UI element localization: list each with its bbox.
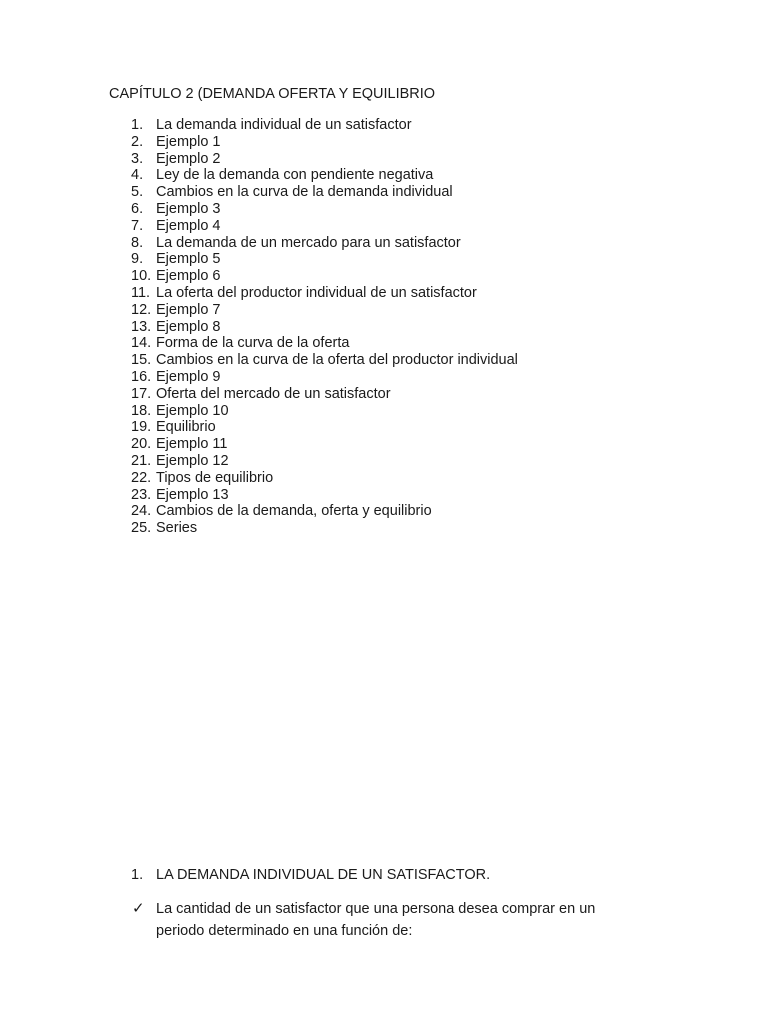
toc-item-number: 13. [131,318,152,335]
page-title: CAPÍTULO 2 (DEMANDA OFERTA Y EQUILIBRIO [109,86,436,102]
toc-item-number: 15. [131,352,152,369]
checklist-item-text: La cantidad de un satisfactor que una persona desea comprar en un periodo determinado en una función de: [156,901,596,939]
toc-item-label: Ejemplo 7 [156,301,221,318]
section-number: 1. [131,867,144,883]
toc-item-number: 11. [131,284,151,301]
toc-item-number: 2. [131,133,144,150]
toc-item-label: La demanda individual de un satisfactor [156,117,412,133]
toc-item-label: Ejemplo 2 [156,150,221,167]
toc-item-number: 5. [131,184,144,201]
toc-item-label: Forma de la curva de la oferta [156,335,350,352]
toc-item-number: 22. [131,469,152,486]
toc-item-number: 10. [131,268,152,285]
toc-item-number: 12. [131,301,152,318]
toc-item-label: Ejemplo 4 [156,217,221,234]
checklist-item [0,898,768,942]
toc-item-number: 23. [131,486,152,503]
toc-item-label: Ejemplo 10 [156,402,229,419]
toc-item-number: 9. [131,251,144,268]
toc-item-label: Cambios de la demanda, oferta y equilibrio [156,503,432,520]
toc-item-label: Ejemplo 11 [156,436,228,453]
toc-item-label: Oferta del mercado de un satisfactor [156,385,391,402]
toc-item-label: Ejemplo 8 [156,318,221,335]
toc-item-label: Equilibrio [156,419,216,436]
check-icon: ✓ [132,900,145,917]
toc-item-label: Ley de la demanda con pendiente negativa [156,167,434,184]
toc-item-label: Cambios en la curva de la oferta del productor individual [156,352,518,369]
toc-item-label: La demanda de un mercado para un satisfactor [156,234,461,251]
toc-item-number: 4. [131,167,144,184]
toc-item-number: 14. [131,335,152,352]
toc-item-number: 3. [131,150,144,167]
toc-item-label: Cambios en la curva de la demanda individual [156,184,453,201]
toc-item-label: Ejemplo 13 [156,486,229,503]
toc-item-number: 24. [131,503,152,520]
toc-item-label: La oferta del productor individual de un satisfactor [156,284,477,301]
toc-item-number: 17. [131,385,152,402]
toc-item-number: 7. [131,217,144,234]
toc-item-number: 19. [131,419,152,436]
toc-item-label: Ejemplo 1 [156,133,221,150]
toc-item-number: 1. [131,117,144,133]
toc-item-number: 20. [131,436,152,453]
toc-item-number: 21. [131,452,152,469]
toc-item-number: 8. [131,234,144,251]
toc-item-label: Ejemplo 12 [156,452,229,469]
toc-item-label: Ejemplo 9 [156,368,221,385]
toc-item-label: Ejemplo 6 [156,268,221,285]
toc-item-label: Series [156,520,198,537]
section-heading [0,865,768,885]
toc-item-number: 6. [131,200,144,217]
toc-item-label: Tipos de equilibrio [156,469,274,486]
toc-item-number: 16. [131,368,152,385]
toc-item-number: 18. [131,402,152,419]
toc-item-label: Ejemplo 3 [156,200,221,217]
section-title: LA DEMANDA INDIVIDUAL DE UN SATISFACTOR. [156,867,491,883]
toc-item-number: 25. [131,520,152,537]
toc-item-label: Ejemplo 5 [156,251,221,268]
